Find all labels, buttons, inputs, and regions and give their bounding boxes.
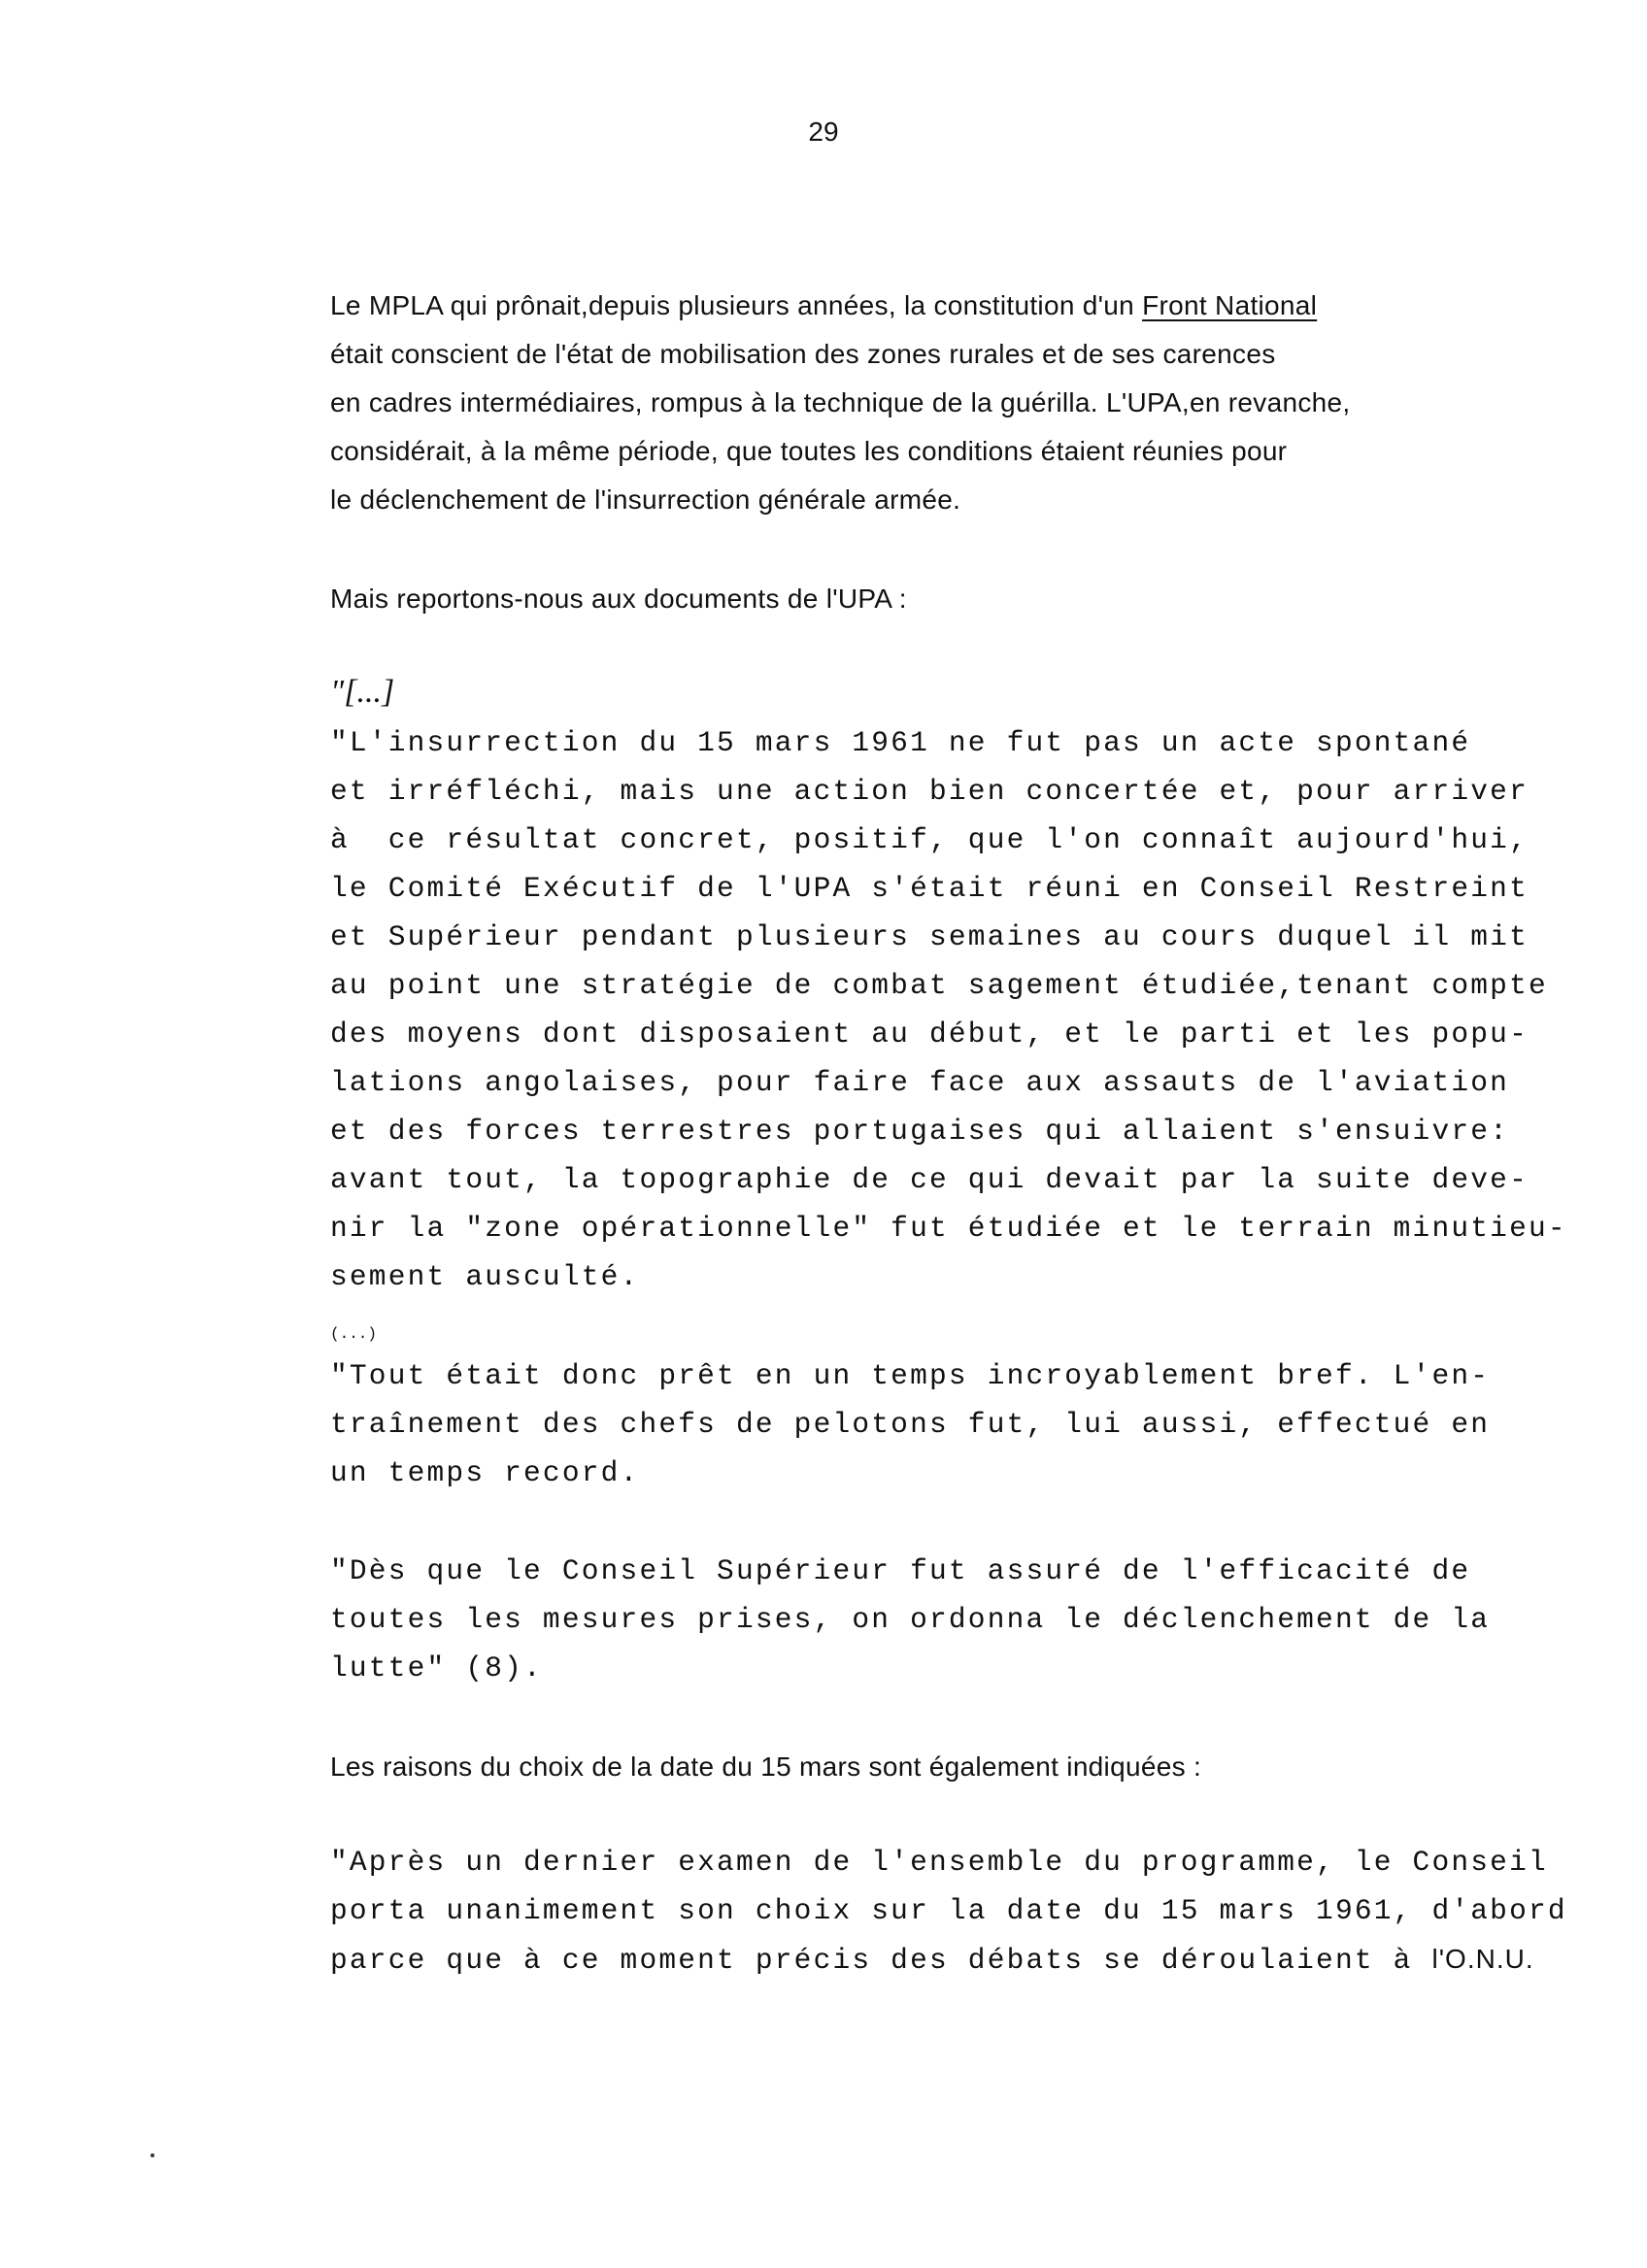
paragraph-line: en cadres intermédiaires, rompus à la technique de la guérilla. L'UPA,en revanche,	[330, 387, 1351, 417]
quote-line: "Après un dernier examen de l'ensemble du programme, le Conseil	[330, 1846, 1548, 1879]
quote-line: toutes les mesures prises, on ordonna le déclenchement de la	[330, 1603, 1491, 1636]
paragraph-line: considérait, à la même période, que toutes les conditions étaient réunies pour	[330, 436, 1288, 466]
quote-line: "L'insurrection du 15 mars 1961 ne fut pas un acte spontané	[330, 726, 1471, 759]
paragraph-line: le déclenchement de l'insurrection générale armée.	[330, 484, 961, 515]
quote-line: un temps record.	[330, 1456, 640, 1489]
scan-speck	[151, 2153, 154, 2157]
quote-insurrection	[330, 718, 1593, 1301]
paragraph-mpla	[330, 282, 1593, 524]
quote-line: avant tout, la topographie de ce qui devait par la suite deve-	[330, 1163, 1529, 1196]
quote-conseil	[330, 1547, 1593, 1692]
quote-line: "Tout était donc prêt en un temps incroyablement bref. L'en-	[330, 1359, 1491, 1392]
quote-line: à ce résultat concret, positif, que l'on connaît aujourd'hui,	[330, 823, 1529, 856]
quote-line: porta unanimement son choix sur la date du 15 mars 1961, d'abord	[330, 1894, 1567, 1927]
quote-line: sement ausculté.	[330, 1260, 640, 1293]
quote-line: et Supérieur pendant plusieurs semaines au cours duquel il mit	[330, 920, 1529, 953]
quote-line: lations angolaises, pour faire face aux assauts de l'aviation	[330, 1066, 1510, 1099]
paragraph-line	[330, 282, 1593, 330]
date-intro-line: Les raisons du choix de la date du 15 mars sont également indiquées :	[330, 1751, 1202, 1782]
line-text: parce que à ce moment précis des débats se déroulaient à	[330, 1944, 1432, 1977]
paragraph-line: était conscient de l'état de mobilisation des zones rurales et de ses carences	[330, 339, 1276, 369]
quote-line: et des forces terrestres portugaises qui allaient s'ensuivre:	[330, 1115, 1510, 1148]
quote-line: traînement des chefs de pelotons fut, lui aussi, effectué en	[330, 1408, 1491, 1441]
page-number: 29	[808, 117, 839, 147]
front-national-underlined: Front National	[1142, 290, 1318, 320]
quote-date-choice	[330, 1838, 1593, 1984]
quote-line: "Dès que le Conseil Supérieur fut assuré de l'efficacité de	[330, 1554, 1471, 1587]
quote-line: et irréfléchi, mais une action bien concertée et, pour arriver	[330, 775, 1529, 808]
quote-line: le Comité Exécutif de l'UPA s'était réuni en Conseil Restreint	[330, 872, 1529, 905]
quote-line	[330, 1935, 1593, 1984]
quote-preparation	[330, 1351, 1593, 1497]
omission-mark: (...)	[330, 1325, 378, 1343]
quote-line: nir la "zone opérationnelle" fut étudiée et le terrain minutieu-	[330, 1212, 1567, 1245]
quote-line: lutte" (8).	[330, 1651, 543, 1684]
quote-line: au point une stratégie de combat sagement étudiée,tenant compte	[330, 969, 1548, 1002]
line-text: Le MPLA qui prônait,depuis plusieurs années, la constitution d'un	[330, 290, 1143, 320]
quote-line: des moyens dont disposaient au début, et le parti et les popu-	[330, 1017, 1529, 1051]
onu-abbreviation: l'O.N.U.	[1431, 1944, 1534, 1974]
ellipsis-mark: "[...]	[330, 674, 395, 710]
intro-line: Mais reportons-nous aux documents de l'UPA :	[330, 584, 907, 614]
